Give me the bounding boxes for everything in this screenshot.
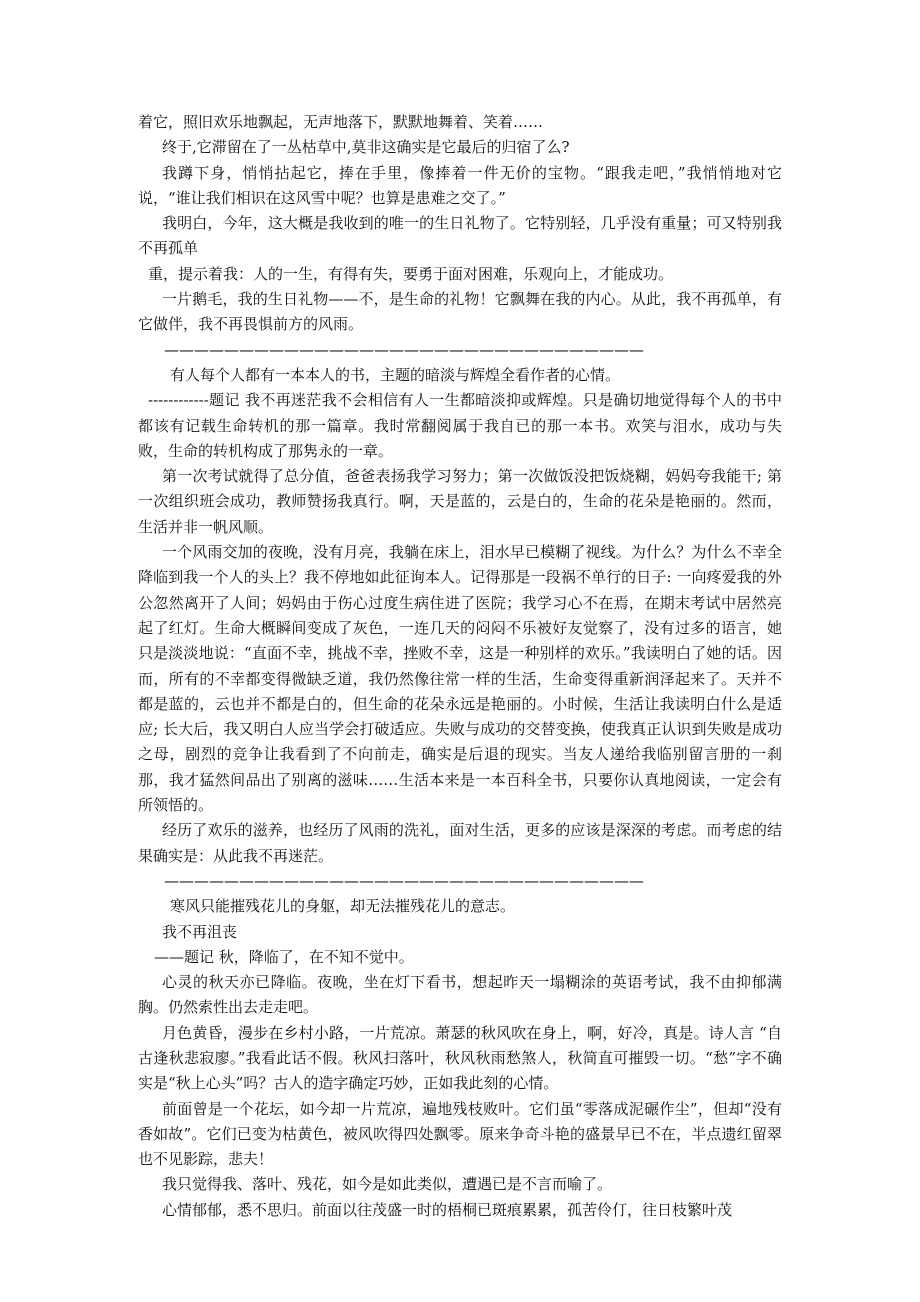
paragraph: 一片鹅毛，我的生日礼物——不，是生命的礼物！它飘舞在我的内心。从此，我不再孤单，有它做伴，我不再畏惧前方的风雨。 [138,290,782,334]
epigraph: 有人每个人都有一本本人的书，主题的暗淡与辉煌全看作者的心情。 [170,365,621,384]
paragraph: 重，提示着我：人的一生，有得有失，要勇于面对困难，乐观向上，才能成功。 [148,264,674,283]
paragraph: 月色黄昏，漫步在乡村小路，一片荒凉。萧瑟的秋风吹在身上，啊，好冷，真是。诗人言 “自古逢秋悲寂廖。”我看此话不假。秋风扫落叶，秋风秋雨愁煞人，秋简直可摧毁一切。“愁”字不确实是“秋上心头”吗？古人的造字确定巧妙，正如我此刻的心情。 [138,1023,782,1093]
document-body [138,110,782,1223]
paragraph: 终于,它滞留在了一丛枯草中,莫非这确实是它最后的归宿了么? [162,138,570,157]
section-separator: ———————————————————————————————— [164,871,644,890]
paragraph: ——题记 秋，降临了，在不知不觉中。 [154,947,414,966]
paragraph: 我蹲下身，悄悄拈起它，捧在手里，像捧着一件无价的宝物。“跟我走吧，”我悄悄地对它说，“谁让我们相识在这风雪中呢？也算是患难之交了。” [138,163,782,207]
section-separator: ———————————————————————————————— [164,340,644,359]
paragraph: 我明白，今年，这大概是我收到的唯一的生日礼物了。它特别轻，几乎没有重量；可又特别我不再孤单 [138,214,782,258]
paragraph: ------------题记 我不再迷茫我不会相信有人一生都暗淡抑或辉煌。只是确切地觉得每个人的书中都该有记载生命转机的那一篇章。我时常翻阅属于我自已的那一本书。欢笑与泪水，成功与失败，生命的转机构成了那隽永的一章。 [138,391,782,460]
paragraph: 第一次考试就得了总分值，爸爸表扬我学习努力；第一次做饭没把饭烧糊，妈妈夸我能干; 第一次组织班会成功，教师赞扬我真行。啊，天是蓝的，云是白的，生命的花朵是艳丽的。然而，生活并非一帆风顺。 [138,467,782,536]
paragraph: 一个风雨交加的夜晚，没有月亮，我躺在床上，泪水早已模糊了视线。为什么？为什么不幸全降临到我一个人的头上？我不停地如此征询本人。记得那是一段祸不单行的日子: 一向疼爱我的外公忽然离开了人间；妈妈由于伤心过度生病住进了医院；我学习心不在焉，在期末考试中居然亮起了红灯。生命大概瞬间变成了灰色，一连几天的闷闷不乐被好友觉察了，没有过多的语言，她只是淡淡地说：“直面不幸，挑战不幸，挫败不幸，这是一种别样的欢乐。”我读明白了她的话。因而，所有的不幸都变得微缺乏道，我仍然像往常一样的生活，生命变得重新润泽起来了。天并不都是蓝的，云也并不都是白的，但生命的花朵永远是艳丽的。小时候，生活让我读明白什么是适应; 长大后，我又明白人应当学会打破适应。失败与成功的交替变换，使我真正认识到失败是成功之母，剧烈的竞争让我看到了不向前走，确实是后退的现实。当友人递给我临别留言册的一刹那，我才猛然间品出了别离的滋味……生活本来是一本百科全书，只要你认真地阅读，一定会有所领悟的。 [138,543,782,815]
paragraph: 心情郁郁，悉不思归。前面以往茂盛一时的梧桐已斑痕累累，孤苦伶仃，往日枝繁叶茂 [162,1200,733,1219]
epigraph: 寒风只能摧残花儿的身躯，却无法摧残花儿的意志。 [170,897,516,916]
essay-title: 我不再沮丧 [162,922,238,941]
paragraph: 心灵的秋天亦已降临。夜晚，坐在灯下看书，想起昨天一塌糊涂的英语考试，我不由抑郁满胸。仍然索性出去走走吧。 [138,973,782,1017]
paragraph: 前面曾是一个花坛，如今却一片荒凉，遍地残枝败叶。它们虽“零落成泥碾作尘”，但却“没有香如故”。它们已变为枯黄色，被风吹得四处飘零。原来争奇斗艳的盛景早已不在，半点遗红留翠也不见影踪，悲夫！ [138,1099,782,1169]
paragraph: 我只觉得我、落叶、残花，如今是如此类似，遭遇已是不言而喻了。 [162,1175,613,1194]
paragraph: 经历了欢乐的滋养，也经历了风雨的洗礼，面对生活，更多的应该是深深的考虑。而考虑的结果确实是：从此我不再迷茫。 [138,821,782,865]
paragraph: 着它，照旧欢乐地飘起，无声地落下，默默地舞着、笑着…… [138,113,544,131]
